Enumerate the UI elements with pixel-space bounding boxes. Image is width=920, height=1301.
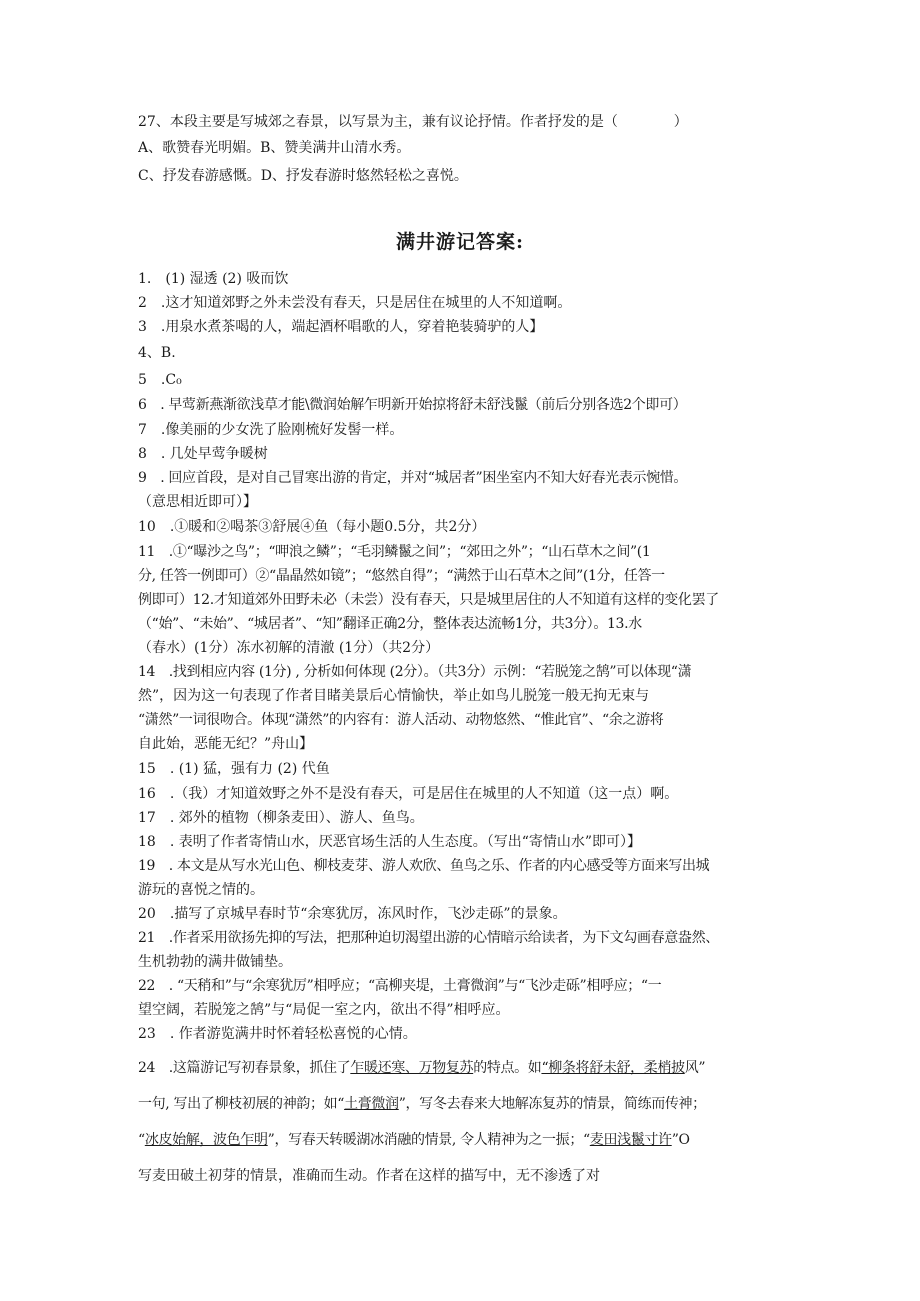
answer-line: 望空阔，若脱笼之鹄”与“局促一室之内，欲出不得”相呼应。 [138, 1002, 510, 1018]
underlined-phrase: “柳条将舒未舒，柔梢披 [541, 1060, 685, 1076]
answer-line: 18 . 表明了作者寄情山水，厌恶官场生活的人生态度。（写出“寄情山水”即可）】 [138, 834, 642, 850]
underlined-phrase: 土膏微润 [344, 1096, 399, 1112]
underlined-phrase: 冰皮始解，波色乍明 [144, 1132, 268, 1148]
answer-line: 9 . 回应首段，是对自己冒寒出游的肯定，并对“城居者”困坐室内不知大好春光表示惋惜。 [138, 470, 688, 486]
answer-line: 生机勃勃的满井做铺垫。 [138, 954, 292, 970]
answer-line: 4、B. [138, 345, 176, 361]
answer-24-line-4: 写麦田破土初芽的情景，准确而生动。作者在这样的描写中，无不渗透了对 [138, 1168, 600, 1184]
answer-line: 6 . 早莺新燕渐欲浅草才能\微润始解乍明新开始掠将舒未舒浅鬣（前后分别各选2个即可） [138, 397, 687, 413]
answer-24-line-3: “冰皮始解，波色乍明”，写春天转暖湖冰消融的情景, 令人精神为之一振；“麦田浅鬣寸许”O [138, 1132, 690, 1148]
answer-line: （意思相近即可）】 [138, 494, 257, 510]
answer-line: 21 .作者采用欲扬先抑的写法，把那种迫切渴望出游的心情暗示给读者，为下文勾画春意盎然、 [138, 930, 719, 946]
answer-line: 20 .描写了京城早春时节“余寒犹厉，冻风时作，飞沙走砾”的景象。 [138, 906, 567, 922]
answer-line: 7 .像美丽的少女洗了脸刚梳好发髻一样。 [138, 422, 404, 438]
answer-24-line-2: 一句, 写出了柳枝初展的神韵；如“土膏微润”，写冬去春来大地解冻复苏的情景，简练而传神； [138, 1096, 706, 1112]
answer-line: 自此始，恶能无纪？”舟山】 [138, 736, 314, 752]
answer-line: （春水）(1分）冻水初解的清澈 (1分）（共2分） [138, 640, 440, 656]
answer-line: 19 . 本文是从写水光山色、柳枝麦芽、游人欢欣、鱼鸟之乐、作者的内心感受等方面来写出城 [138, 858, 710, 874]
answer-line: “潇然”一词很吻合。体现“潇然”的内容有：游人活动、动物悠然、“惟此官”、“余之游将 [138, 712, 664, 728]
answer-line: 例即可）12.才知道郊外田野未必（未尝）没有春天，只是城里居住的人不知道有这样的变化罢了 [138, 592, 719, 608]
answer-line: 23 . 作者游览满井时怀着轻松喜悦的心情。 [138, 1026, 417, 1042]
answer-line: 3 .用泉水煮茶喝的人，端起酒杯唱歌的人，穿着艳装骑驴的人】 [138, 319, 544, 335]
answer-line: 16 .（我）才知道效野之外不是没有春天，可是居住在城里的人不知道（这一点）啊。 [138, 786, 679, 802]
answer-line: 5 .C₀ [138, 372, 182, 388]
answers-title: 满井游记答案: [395, 231, 524, 253]
answer-line: 游玩的喜悦之情的。 [138, 882, 264, 898]
answer-line: 15 . (1) 猛，强有力 (2) 代鱼 [138, 761, 330, 777]
answer-24-line-1: 24 .这篇游记写初春景象，抓住了乍暖还寒、万物复苏的特点。如“柳条将舒未舒，柔梢披风” [138, 1060, 706, 1076]
answer-line: 14 .找到相应内容 (1分) , 分析如何体现 (2分）。（共3分）示例：“若脱笼之鹄”可以体现“潇 [138, 664, 692, 680]
underlined-phrase: 麦田浅鬣寸许 [589, 1132, 672, 1148]
question-27-options-ab: A、歌赞春光明媚。B、赞美满井山清水秀。 [138, 140, 411, 156]
answer-line: 17 . 郊外的植物（柳条麦田）、游人、鱼鸟。 [138, 810, 424, 826]
answer-line: 2 .这才知道郊野之外未尝没有春天，只是居住在城里的人不知道啊。 [138, 295, 572, 311]
underlined-phrase: 乍暖还寒、万物复苏 [350, 1060, 474, 1076]
answer-line: 分, 任答一例即可）②“晶晶然如镜”；“悠然自得”；“满然于山石草木之间”(1分，任答一 [138, 568, 665, 584]
question-27: 27、本段主要是写城郊之春景，以写景为主，兼有议论抒情。作者抒发的是（ ） [138, 114, 688, 130]
answer-line: 8 . 几处早莺争暖树 [138, 446, 268, 462]
answer-line: 22 . “天稍和”与“余寒犹厉”相呼应；“高柳夹堤，土膏微润”与“飞沙走砾”相呼应；“一 [138, 978, 662, 994]
answer-line: （“始”、“未始”、“城居者”、“知”翻译正确2分，整体表达流畅1分，共3分）。13.水 [138, 616, 642, 632]
answer-line: 然”，因为这一句表现了作者目睹美景后心情愉快，举止如鸟儿脱笼一般无拘无束与 [138, 688, 650, 704]
answer-line: 11 .①“曝沙之鸟”；“呷浪之鳞”；“毛羽鳞鬣之间”；“郊田之外”；“山石草木之间”(1 [138, 544, 651, 560]
answer-line: 1. (1) 湿透 (2) 吸而饮 [138, 271, 289, 287]
question-27-options-cd: C、抒发春游感慨。D、抒发春游时悠然轻松之喜悦。 [138, 168, 468, 184]
answer-line: 10 .①暖和②喝茶③舒展④鱼（每小题0.5分，共2分） [138, 519, 486, 535]
